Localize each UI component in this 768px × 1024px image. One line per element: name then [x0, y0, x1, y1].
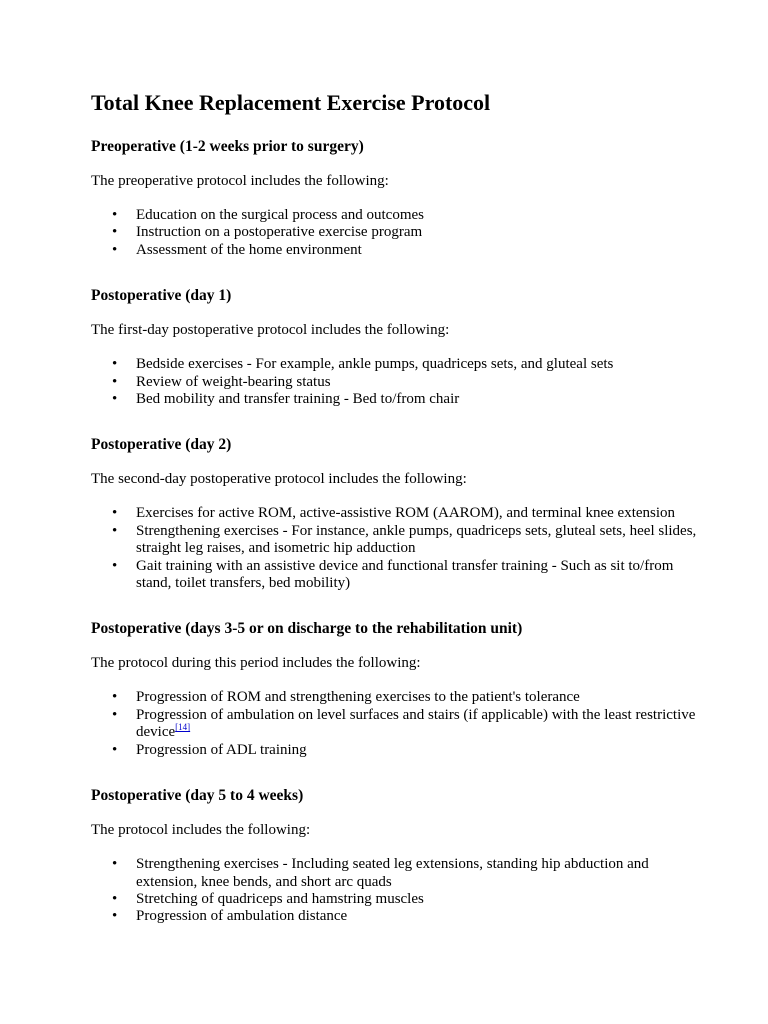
list-item-text: Progression of ROM and strengthening exercises to the patient's tolerance — [136, 689, 580, 706]
list-item-text: Progression of ambulation on level surfaces and stairs (if applicable) with the least restrictive device — [136, 706, 696, 741]
bullet-icon: • — [112, 505, 118, 522]
sections-container — [91, 137, 708, 926]
list-item-text: Bedside exercises - For example, ankle pumps, quadriceps sets, and gluteal sets — [136, 356, 614, 373]
list-item — [112, 689, 708, 706]
list-item-text: Exercises for active ROM, active-assistive ROM (AAROM), and terminal knee extension — [136, 505, 676, 522]
bullet-icon: • — [112, 207, 118, 223]
section-heading: Postoperative (day 1) — [91, 287, 232, 305]
section-heading: Preoperative (1-2 weeks prior to surgery) — [91, 138, 364, 155]
bullet-icon: • — [112, 391, 118, 408]
bullet-icon: • — [112, 741, 118, 758]
section-heading: Postoperative (day 5 to 4 weeks) — [91, 787, 304, 805]
list-item — [112, 356, 708, 373]
bullet-icon: • — [112, 856, 118, 873]
list-item — [112, 241, 708, 259]
list-item-text: Education on the surgical process and outcomes — [136, 207, 424, 223]
section-intro: The preoperative protocol includes the following: — [91, 173, 389, 189]
document-title: Total Knee Replacement Exercise Protocol — [91, 90, 491, 115]
list-item — [112, 856, 708, 891]
list-item — [112, 522, 708, 558]
bullet-icon: • — [112, 890, 118, 907]
section-intro: The protocol during this period includes the following: — [91, 655, 421, 672]
bullet-icon: • — [112, 706, 118, 723]
bullet-list — [91, 689, 708, 759]
bullet-list — [91, 505, 708, 592]
bullet-icon: • — [112, 908, 118, 925]
list-item — [112, 373, 708, 391]
bullet-icon: • — [112, 224, 118, 241]
list-item — [112, 890, 708, 908]
bullet-list — [91, 856, 708, 926]
section — [91, 619, 708, 759]
bullet-icon: • — [112, 241, 118, 258]
bullet-list — [91, 207, 708, 259]
list-item-text: Gait training with an assistive device and functional transfer training - Such as sit to/from stand, toilet transfers, bed mobility) — [136, 557, 674, 592]
list-item-text: Progression of ADL training — [136, 741, 307, 758]
citation-link[interactable]: [14] — [175, 722, 191, 733]
bullet-icon: • — [112, 373, 118, 390]
citation-superscript — [175, 722, 190, 732]
list-item-text: Instruction on a postoperative exercise program — [136, 224, 423, 241]
list-item — [112, 391, 708, 408]
section — [91, 786, 708, 926]
section-heading: Postoperative (day 2) — [91, 436, 232, 454]
list-item-text: Assessment of the home environment — [136, 241, 362, 258]
bullet-icon: • — [112, 356, 118, 373]
bullet-icon: • — [112, 522, 118, 539]
list-item — [112, 505, 708, 522]
list-item — [112, 224, 708, 241]
list-item — [112, 557, 708, 593]
section — [91, 137, 708, 259]
section — [91, 435, 708, 592]
bullet-icon: • — [112, 689, 118, 706]
list-item-text: Strengthening exercises - For instance, ankle pumps, quadriceps sets, gluteal sets, heel slides, straight leg raises, and isometric hip adduction — [136, 522, 697, 557]
list-item-text: Progression of ambulation distance — [136, 908, 348, 925]
section-heading: Postoperative (days 3-5 or on discharge to the rehabilitation unit) — [91, 620, 523, 638]
section-intro: The protocol includes the following: — [91, 822, 311, 839]
list-item-text: Stretching of quadriceps and hamstring muscles — [136, 890, 424, 907]
section-intro: The first-day postoperative protocol includes the following: — [91, 322, 450, 339]
list-item — [112, 741, 708, 759]
list-item-text: Bed mobility and transfer training - Bed to/from chair — [136, 391, 460, 408]
list-item — [112, 908, 708, 925]
section-intro: The second-day postoperative protocol includes the following: — [91, 471, 467, 488]
bullet-icon: • — [112, 557, 118, 574]
list-item-text: Strengthening exercises - Including seated leg extensions, standing hip abduction and extension, knee bends, and short arc quads — [136, 856, 649, 890]
list-item — [112, 706, 708, 742]
list-item — [112, 207, 708, 224]
section — [91, 286, 708, 408]
bullet-list — [91, 356, 708, 408]
list-item-text: Review of weight-bearing status — [136, 373, 331, 390]
